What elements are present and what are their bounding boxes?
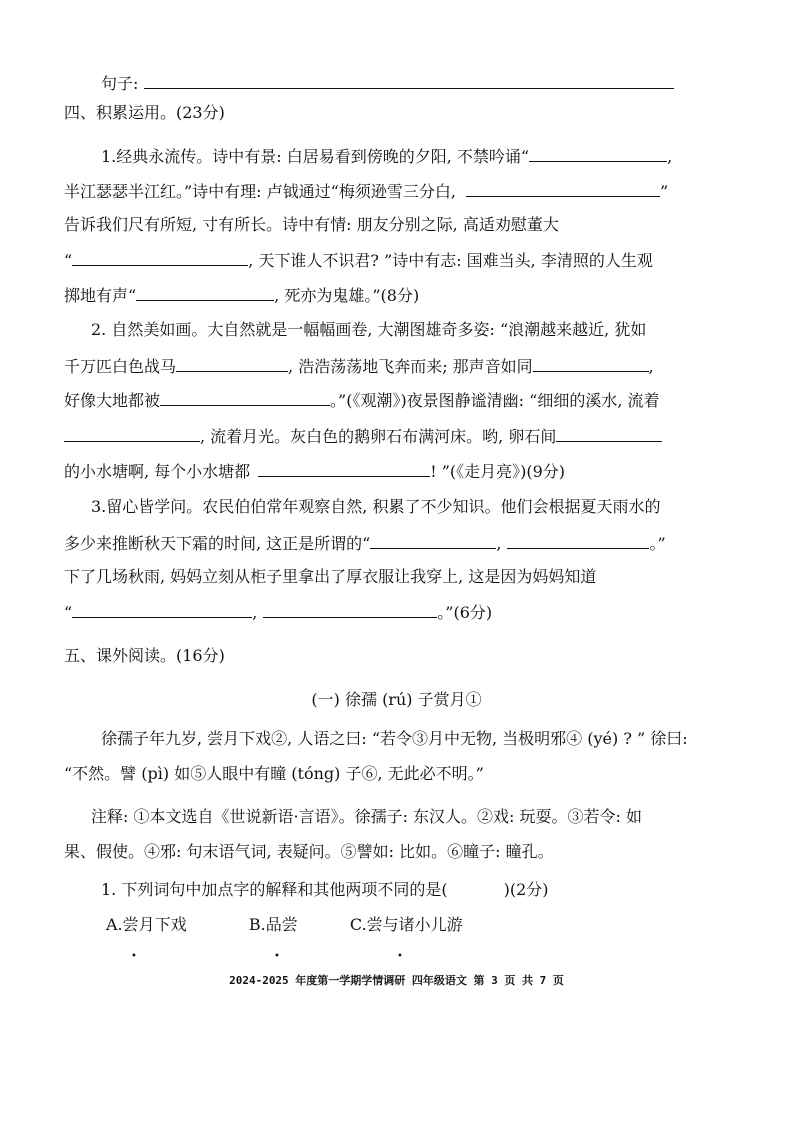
q2-line-2: 千万匹白色战马 , 浩浩荡荡地飞奔而来; 那声音如同 , [64, 357, 654, 376]
q3-line-4: “ , 。”(6分) [64, 603, 493, 622]
q2-line-5: 的小水塘啊, 每个小水塘都 ! ”(《走月亮》)(9分) [64, 462, 566, 481]
page-footer: 2024-2025 年度第一学期学情调研 四年级语文 第 3 页 共 7 页 [229, 974, 564, 987]
q1-blank-2[interactable] [466, 180, 660, 197]
q1-line-5: 掷地有声“ , 死亦为鬼雄。”(8分) [64, 286, 420, 305]
q2-line-1: 2. 自然美如画。大自然就是一幅幅画卷, 大潮图雄奇多姿: “浪潮越来越近, 犹如 [91, 320, 647, 339]
q1-line-3: 告诉我们尺有所短, 寸有所长。诗中有情: 朋友分别之际, 高适劝慰董大 [64, 215, 559, 234]
emphasis-dot: • [274, 951, 280, 962]
passage-title: (一) 徐孺 (rú) 子赏月① [311, 690, 482, 709]
q3-line-2: 多少来推断秋天下霜的时间, 这正是所谓的“ , 。” [64, 534, 666, 553]
q2-blank-6[interactable] [258, 460, 430, 477]
q2-blank-1[interactable] [176, 355, 288, 372]
option-c[interactable]: C.尝与诸小儿游 [349, 915, 463, 934]
section-4-heading: 四、积累运用。(23分) [64, 103, 225, 122]
passage-line-2: “不然。譬 (pì) 如⑤人眼中有瞳 (tóng) 子⑥, 无此必不明。” [64, 764, 484, 783]
q5-1-question: 1. 下列词句中加点字的解释和其他两项不同的是( )(2分) [101, 880, 549, 899]
q1-blank-3[interactable] [72, 249, 248, 266]
q3-blank-4[interactable] [263, 601, 437, 618]
q1-line-1: 1.经典永流传。诗中有景: 白居易看到傍晚的夕阳, 不禁吟诵“ , [101, 147, 673, 166]
q2-blank-2[interactable] [533, 355, 649, 372]
q2-blank-3[interactable] [160, 389, 330, 406]
q2-blank-5[interactable] [556, 425, 662, 442]
emphasis-dot: • [131, 951, 137, 962]
q3-blank-2[interactable] [507, 532, 649, 549]
q1-blank-1[interactable] [529, 145, 667, 162]
note-line-2: 果、假使。④邪: 句末语气词, 表疑问。⑤譬如: 比如。⑥瞳子: 瞳孔。 [64, 842, 554, 861]
q1-line-2: 半江瑟瑟半江红。”诗中有理: 卢钺通过“梅须逊雪三分白, ” [64, 182, 669, 201]
q2-line-3: 好像大地都被 。”(《观潮》)夜景图静谧清幽: “细细的溪水, 流着 [64, 391, 660, 410]
section-5-heading: 五、课外阅读。(16分) [64, 646, 225, 665]
q5-1-options [106, 915, 463, 935]
emphasis-dot: • [397, 951, 403, 962]
note-line-1: 注释: ①本文选自《世说新语·言语》。徐孺子: 东汉人。②戏: 玩耍。③若令: 如 [91, 807, 642, 826]
sentence-line [101, 72, 674, 94]
q3-blank-3[interactable] [72, 601, 252, 618]
sentence-blank[interactable] [144, 72, 674, 89]
q1-line-4: “ , 天下谁人不识君? ”诗中有志: 国难当头, 李清照的人生观 [64, 251, 653, 270]
q2-blank-4[interactable] [64, 425, 200, 442]
q3-line-1: 3.留心皆学问。农民伯伯常年观察自然, 积累了不少知识。他们会根据夏天雨水的 [91, 497, 661, 516]
sentence-label: 句子: [101, 74, 139, 93]
q3-blank-1[interactable] [370, 532, 496, 549]
q2-line-4: , 流着月光。灰白色的鹅卵石布满河床。哟, 卵石间 [64, 425, 662, 447]
passage-line-1: 徐孺子年九岁, 尝月下戏②, 人语之曰: “若令③月中无物, 当极明邪④ (yé) ? ” 徐曰: [101, 729, 688, 748]
q3-line-3: 下了几场秋雨, 妈妈立刻从柜子里拿出了厚衣服让我穿上, 这是因为妈妈知道 [64, 567, 597, 586]
q1-blank-4[interactable] [136, 284, 274, 301]
option-b[interactable]: B.品尝 [248, 915, 298, 934]
option-a[interactable]: A.尝月下戏 [106, 915, 187, 934]
